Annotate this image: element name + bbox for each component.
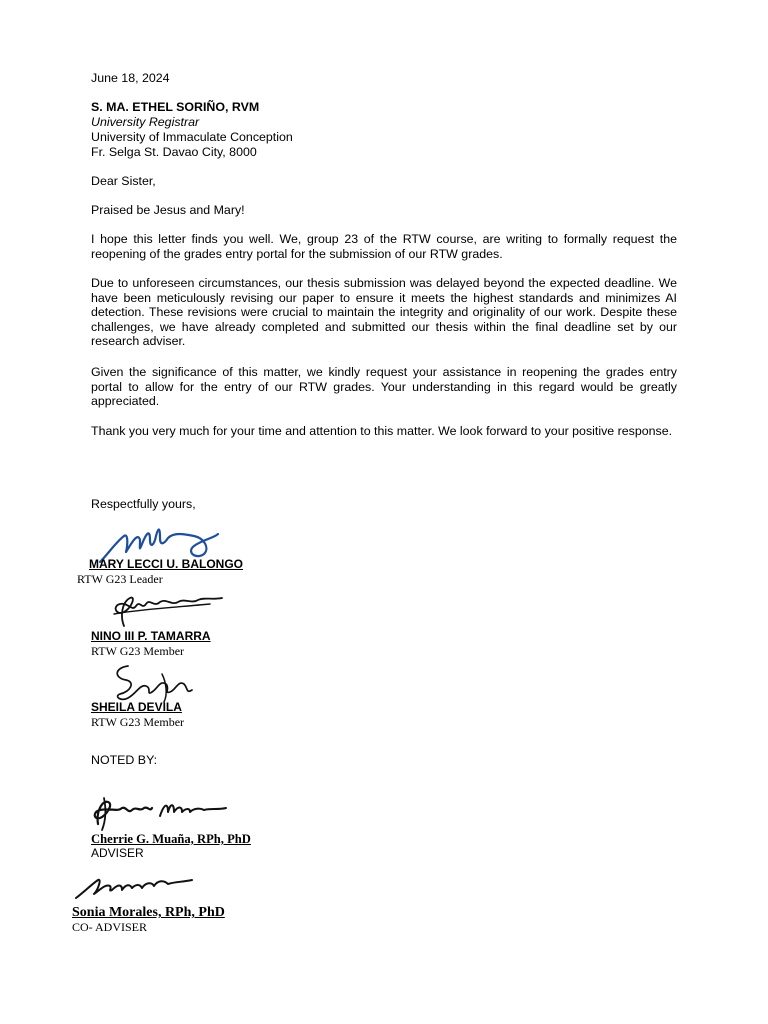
salutation: Dear Sister, [91, 174, 156, 188]
letter-date: June 18, 2024 [91, 71, 170, 85]
body-paragraph: Thank you very much for your time and attention to this matter. We look forward to your positive response. [91, 424, 673, 438]
recipient-address: Fr. Selga St. Davao City, 8000 [91, 145, 257, 159]
noted-by-label: NOTED BY: [91, 753, 158, 767]
body-paragraph: Given the significance of this matter, we kindly request your assistance in reopening the grades entry portal to allow for the entry of our RTW grades. Your understanding in this regard would be greatly appreciated. [91, 365, 677, 409]
signatory-name: NINO III P. TAMARRA [91, 629, 211, 643]
signatory-name: SHEILA DEVILA [91, 700, 182, 714]
co-adviser-name: Sonia Morales, RPh, PhD [72, 905, 225, 920]
recipient-name: S. MA. ETHEL SORIÑO, RVM [91, 100, 260, 114]
greeting: Praised be Jesus and Mary! [91, 203, 245, 217]
adviser-name: Cherrie G. Muaña, RPh, PhD [91, 832, 251, 846]
co-adviser-role: CO- ADVISER [72, 920, 148, 934]
signature-morales [72, 872, 197, 902]
adviser-role: ADVISER [91, 846, 144, 860]
recipient-institution: University of Immaculate Conception [91, 130, 293, 144]
signatory-name: MARY LECCI U. BALONGO [89, 557, 244, 571]
signatory-role: RTW G23 Member [91, 715, 185, 729]
recipient-title: University Registrar [91, 115, 200, 129]
body-paragraph: Due to unforeseen circumstances, our thesis submission was delayed beyond the expected deadline. We have been meticulously revising our paper to ensure it meets the highest standards and minimizes AI detection. These revisions were crucial to maintain the integrity and originality of our work. Despite these challenges, we have already completed and submitted our thesis within the final deadline set by our research adviser. [91, 276, 677, 349]
closing: Respectfully yours, [91, 497, 196, 511]
signatory-role: RTW G23 Leader [77, 572, 163, 586]
body-paragraph: I hope this letter finds you well. We, group 23 of the RTW course, are writing to formally request the reopening of the grades entry portal for the submission of our RTW grades. [91, 232, 677, 261]
signature-tamarra [106, 592, 228, 632]
signature-muana [88, 794, 233, 834]
signatory-role: RTW G23 Member [91, 644, 185, 658]
